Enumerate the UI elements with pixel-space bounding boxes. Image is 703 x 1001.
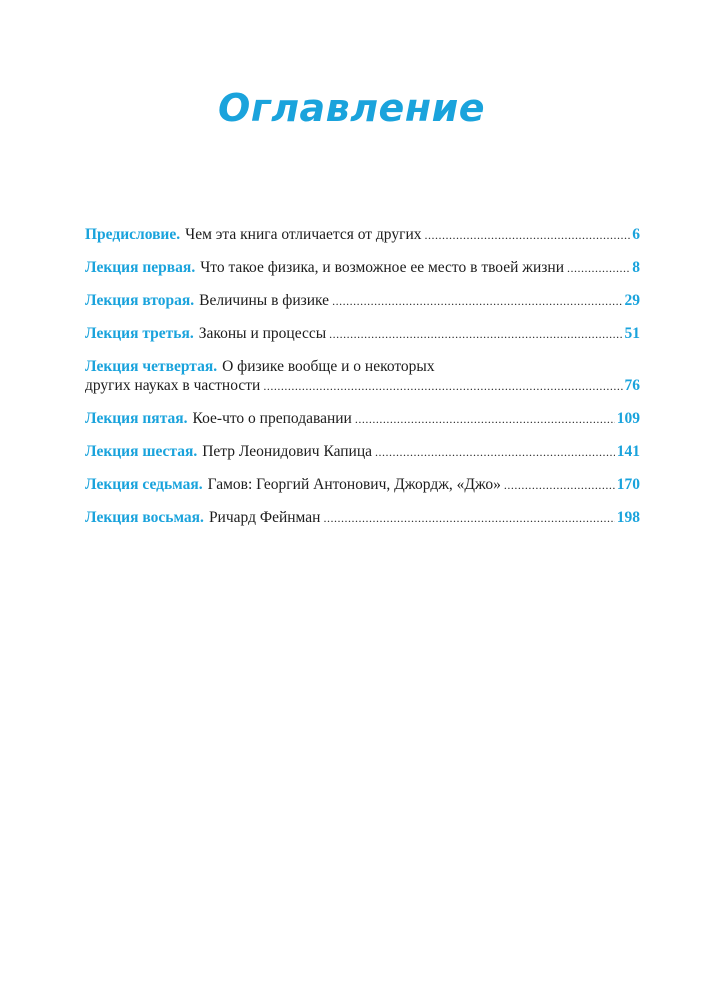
toc-line: [85, 324, 640, 344]
toc-entry-label: Лекция четвертая.: [85, 358, 218, 375]
toc-page-number: 198: [616, 509, 640, 526]
toc-page-number: 8: [632, 259, 640, 276]
toc-entry-label: Лекция третья.: [85, 325, 194, 342]
toc-entry-label: Лекция вторая.: [85, 292, 195, 309]
dot-leader: [323, 509, 614, 528]
toc-entry-title: Величины в физике: [199, 292, 330, 309]
toc-line: [85, 442, 640, 462]
toc-entry-title: Гамов: Георгий Антонович, Джордж, «Джо»: [207, 476, 501, 493]
toc-entry-title: Петр Леонидович Капица: [202, 443, 373, 460]
dot-leader: [263, 377, 622, 396]
toc-entry-lecture-1[interactable]: [85, 258, 640, 278]
toc-entry-title: Кое-что о преподавании: [192, 410, 352, 427]
toc-entry-lecture-7[interactable]: [85, 475, 640, 495]
toc-entry-label: Лекция первая.: [85, 259, 196, 276]
toc-entry-lecture-2[interactable]: [85, 291, 640, 311]
toc-page-number: 51: [624, 325, 640, 342]
toc-entry-lecture-4[interactable]: [85, 357, 640, 396]
toc-line: [85, 475, 640, 495]
toc-line: [85, 225, 640, 245]
toc-entry-lecture-5[interactable]: [85, 409, 640, 429]
toc-line: [85, 409, 640, 429]
toc-entry-label: Лекция шестая.: [85, 443, 198, 460]
toc-entry-label: Лекция восьмая.: [85, 509, 204, 526]
dot-leader: [425, 226, 631, 245]
toc-page-number: 109: [616, 410, 640, 427]
dot-leader: [567, 259, 630, 278]
toc-page-number: 6: [632, 226, 640, 243]
toc-entry-preface[interactable]: [85, 225, 640, 245]
toc-entry-lecture-6[interactable]: [85, 442, 640, 462]
toc-line: [85, 258, 640, 278]
dot-leader: [375, 443, 615, 462]
toc-page-number: 76: [624, 377, 640, 394]
toc-entry-lecture-3[interactable]: [85, 324, 640, 344]
dot-leader: [329, 325, 622, 344]
toc-page-number: 29: [624, 292, 640, 309]
toc-line: [85, 508, 640, 528]
dot-leader: [504, 476, 615, 495]
toc-entry-title: О физике вообще и о некоторых: [222, 358, 435, 375]
toc-line: [85, 291, 640, 311]
toc-entry-label: Лекция седьмая.: [85, 476, 203, 493]
toc-line-continued: [85, 376, 640, 396]
toc-entry-title-continued: других науках в частности: [85, 377, 261, 394]
dot-leader: [355, 410, 615, 429]
toc-page-number: 141: [616, 443, 640, 460]
toc-entry-title: Что такое физика, и возможное ее место в твоей жизни: [200, 259, 565, 276]
toc-entry-label: Лекция пятая.: [85, 410, 188, 427]
dot-leader: [332, 292, 622, 311]
toc-entry-lecture-8[interactable]: [85, 508, 640, 528]
page-title: Оглавление: [218, 86, 485, 130]
toc-entry-title: Чем эта книга отличается от других: [185, 226, 422, 243]
toc-page-number: 170: [616, 476, 640, 493]
toc-line: [85, 357, 640, 376]
table-of-contents: [85, 225, 640, 541]
toc-entry-label: Предисловие.: [85, 226, 181, 243]
toc-entry-title: Ричард Фейнман: [208, 509, 321, 526]
toc-entry-title: Законы и процессы: [198, 325, 327, 342]
